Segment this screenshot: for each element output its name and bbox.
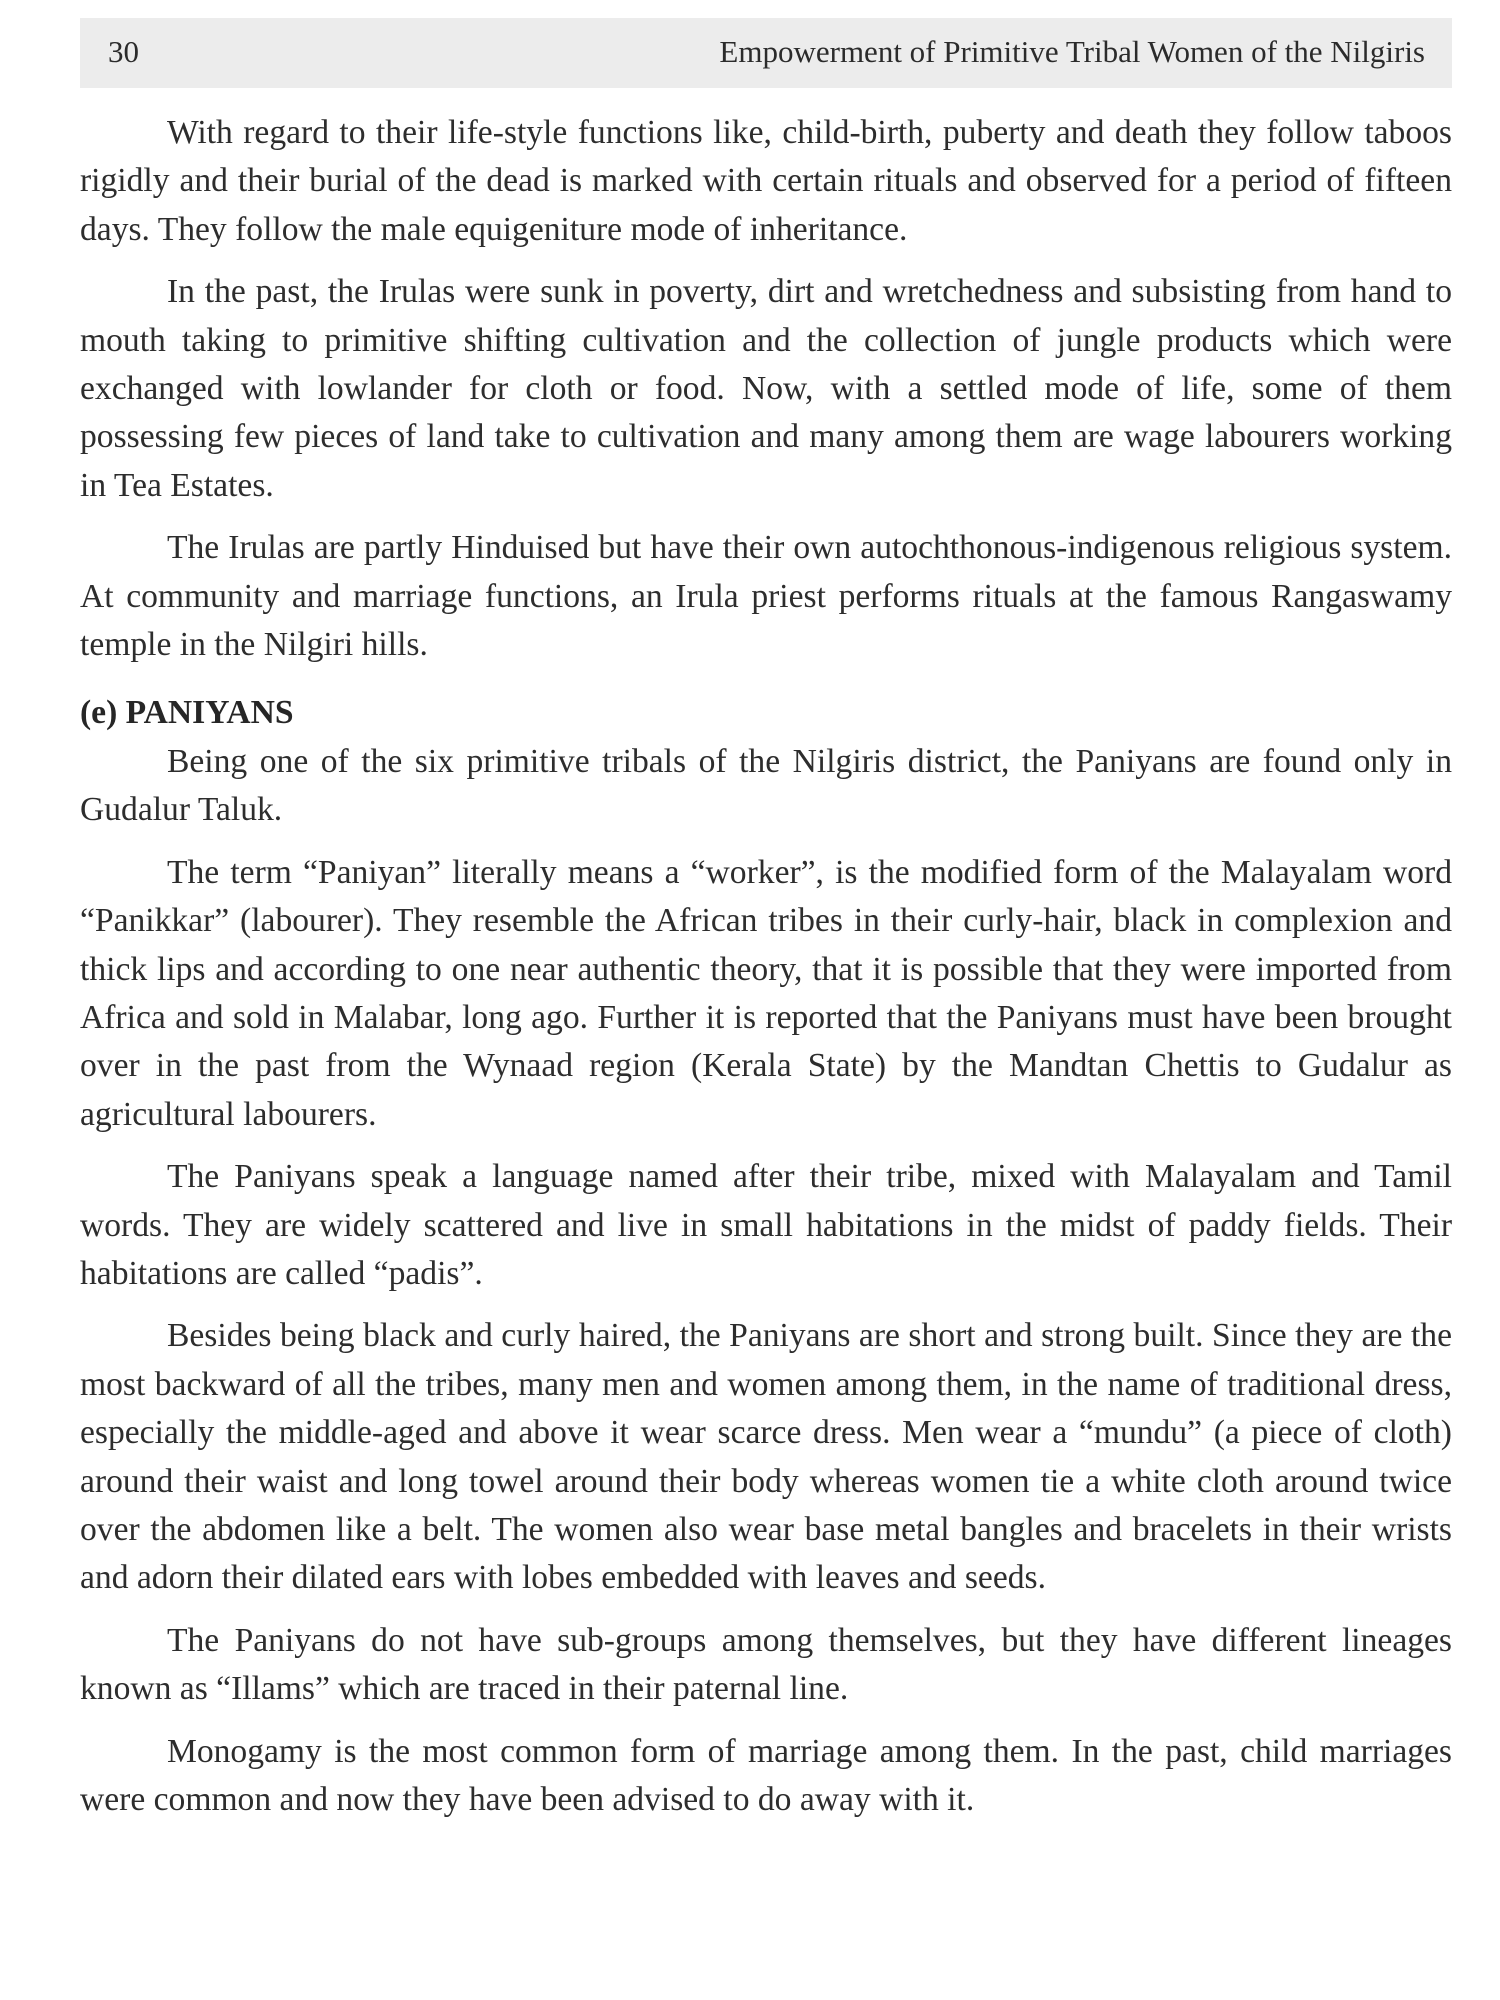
paragraph-irula-lifestyle: With regard to their life-style functions like, child-birth, puberty and death they follow taboos rigidly and their burial of the dead is marked with certain rituals and observed for a period of fifteen days. They follow the male equigeniture mode of inheritance. xyxy=(80,114,1452,248)
section-heading-paniyans: (e) PANIYANS xyxy=(80,694,294,732)
paragraph-paniyan-location: Being one of the six primitive tribals of the Nilgiris district, the Paniyans are found only in Gudalur Taluk. xyxy=(80,742,1452,829)
page-number: 30 xyxy=(108,34,139,69)
paragraph-irula-religion: The Irulas are partly Hinduised but have their own autochthonous-indigenous religious system. At community and marriage functions, an Irula priest performs rituals at the famous Rangaswamy temple in the Nilgiri hills. xyxy=(80,529,1452,664)
paragraph-paniyan-marriage: Monogamy is the most common form of marriage among them. In the past, child marriages were common and now they have been advised to do away with it. xyxy=(80,1732,1452,1818)
paragraph-paniyan-language: The Paniyans speak a language named after their tribe, mixed with Malayalam and Tamil words. They are widely scattered and live in small habitations in the midst of paddy fields. Their habitations are called “padis”. xyxy=(80,1158,1452,1292)
page-body xyxy=(80,109,1452,1838)
paragraph-irula-past: In the past, the Irulas were sunk in poverty, dirt and wretchedness and subsisting from hand to mouth taking to primitive shifting cultivation and the collection of jungle products which were exchanged with lowlander for cloth or food. Now, with a settled mode of life, some of them possessing few pieces of land take to cultivation and many among them are wage labourers working in Tea Estates. xyxy=(80,273,1452,504)
paragraph-paniyan-lineage: The Paniyans do not have sub-groups among themselves, but they have different lineages known as “Illams” which are traced in their paternal line. xyxy=(80,1621,1452,1708)
running-title: Empowerment of Primitive Tribal Women of the Nilgiris xyxy=(719,34,1425,69)
paragraph-paniyan-term: The term “Paniyan” literally means a “worker”, is the modified form of the Malayalam word “Panikkar” (labourer). They resemble the African tribes in their curly-hair, black in complexion and thick lips and according to one near authentic theory, that it is possible that they were imported from Africa and sold in Malabar, long ago. Further it is reported that the Paniyans must have been brought over in the past from the Wynaad region (Kerala State) by the Mandtan Chettis to Gudalur as agricultural labourers. xyxy=(80,853,1452,1133)
paragraph-paniyan-dress: Besides being black and curly haired, the Paniyans are short and strong built. Since they are the most backward of all the tribes, many men and women among them, in the name of traditional dress, especially the middle-aged and above it wear scarce dress. Men wear a “mundu” (a piece of cloth) around their waist and long towel around their body whereas women tie a white cloth around twice over the abdomen like a belt. The women also wear base metal bangles and bracelets in their wrists and adorn their dilated ears with lobes embedded with leaves and seeds. xyxy=(80,1317,1452,1597)
